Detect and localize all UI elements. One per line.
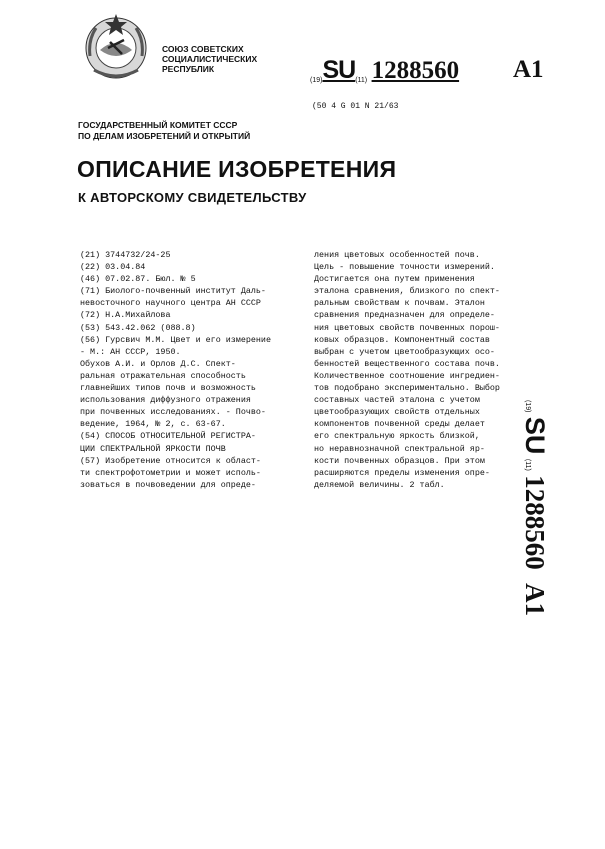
union-name xyxy=(162,44,257,74)
document-subtitle: К АВТОРСКОМУ СВИДЕТЕЛЬСТВУ xyxy=(78,190,307,205)
side-document-number xyxy=(520,400,580,685)
side-kind-code: A1 xyxy=(520,583,550,617)
text-line: (56) Гурсвич М.М. Цвет и его измерение xyxy=(80,334,271,345)
text-line: ральным свойствам к почвам. Эталон xyxy=(314,298,485,309)
side-code-19: (19) xyxy=(524,400,531,413)
text-line: деляемой величины. 2 табл. xyxy=(314,479,445,490)
text-line: ления цветовых особенностей почв. xyxy=(314,250,480,260)
text-line: ведение, 1964, № 2, с. 63-67. xyxy=(80,419,226,430)
union-line: СОЮЗ СОВЕТСКИХ xyxy=(162,44,244,54)
text-line: ковых образцов. Компонентный состав xyxy=(314,334,490,345)
patent-number: 1288560 xyxy=(371,57,460,84)
ipc-classification: (50 4 G 01 N 21/63 xyxy=(312,102,399,111)
text-line: выбран с учетом цветообразующих осо- xyxy=(314,346,495,357)
text-line: (57) Изобретение относится к област- xyxy=(80,455,261,466)
text-line: (21) 3744732/24-25 xyxy=(80,250,171,260)
text-line: при почвенных исследованиях. - Почво- xyxy=(80,407,266,418)
text-line: невосточного научного центра АН СССР xyxy=(80,298,261,309)
side-patent-number: 1288560 xyxy=(520,475,550,570)
text-line: сравнения предназначен для определе- xyxy=(314,310,495,321)
text-line: Количественное соотношение ингредиен- xyxy=(314,370,500,381)
text-line: ти спектрофотометрии и может исполь- xyxy=(80,467,261,478)
text-line: ния цветовых свойств почвенных порош- xyxy=(314,322,500,333)
code-19: (19) xyxy=(310,77,323,84)
text-line: расширяются пределы изменения опре- xyxy=(314,467,490,478)
text-line: цветообразующих свойств отдельных xyxy=(314,407,480,418)
document-number xyxy=(310,56,459,85)
document-title: ОПИСАНИЕ ИЗОБРЕТЕНИЯ xyxy=(77,156,397,182)
text-line: компонентов почвенной среды делает xyxy=(314,419,485,430)
text-line: составных частей эталона с учетом xyxy=(314,395,480,406)
right-column xyxy=(314,249,546,491)
text-line: (72) Н.А.Михайлова xyxy=(80,310,171,321)
text-line: - М.: АН СССР, 1950. xyxy=(80,346,181,357)
text-line: (53) 543.42.062 (088.8) xyxy=(80,322,196,333)
text-line: Обухов А.И. и Орлов Д.С. Спект- xyxy=(80,358,236,369)
text-line: главнейших типов почв и возможность xyxy=(80,383,256,394)
text-line: Достигается она путем применения xyxy=(314,274,475,285)
text-line: эталона сравнения, близкого по спект- xyxy=(314,286,500,297)
text-line: тов подобрано экспериментально. Выбор xyxy=(314,383,500,394)
text-line: кости почвенных образцов. При этом xyxy=(314,455,485,466)
text-line: (22) 03.04.84 xyxy=(80,262,146,273)
left-column xyxy=(80,249,295,491)
union-line: РЕСПУБЛИК xyxy=(162,64,215,74)
text-line: (46) 07.02.87. Бюл. № 5 xyxy=(80,274,196,285)
text-line: бенностей вещественного состава почв. xyxy=(314,358,500,369)
text-line: но неравнозначной спектральной яр- xyxy=(314,443,485,454)
text-line: ЦИИ СПЕКТРАЛЬНОЙ ЯРКОСТИ ПОЧВ xyxy=(80,443,226,454)
union-line: СОЦИАЛИСТИЧЕСКИХ xyxy=(162,54,258,64)
text-line: (54) СПОСОБ ОТНОСИТЕЛЬНОЙ РЕГИСТРА- xyxy=(80,431,256,442)
text-line: ральная отражательная способность xyxy=(80,370,246,381)
kind-code: A1 xyxy=(513,56,544,83)
committee-line: ГОСУДАРСТВЕННЫЙ КОМИТЕТ СССР xyxy=(78,120,238,130)
text-line: использования диффузного отражения xyxy=(80,395,251,406)
side-country-code: SU xyxy=(520,416,550,455)
text-line: Цель - повышение точности измерений. xyxy=(314,262,495,273)
code-11: (11) xyxy=(355,77,368,84)
country-code: SU xyxy=(322,56,356,84)
committee-line: ПО ДЕЛАМ ИЗОБРЕТЕНИЙ И ОТКРЫТИЙ xyxy=(78,131,251,141)
text-line: (71) Биолого-почвенный институт Даль- xyxy=(80,286,266,297)
text-line: зоваться в почвоведении для опреде- xyxy=(80,479,256,490)
committee-name xyxy=(78,120,250,142)
side-code-11: (11) xyxy=(524,458,531,471)
text-line: его спектральную яркость близкой, xyxy=(314,431,480,442)
ussr-emblem-icon xyxy=(80,10,152,82)
